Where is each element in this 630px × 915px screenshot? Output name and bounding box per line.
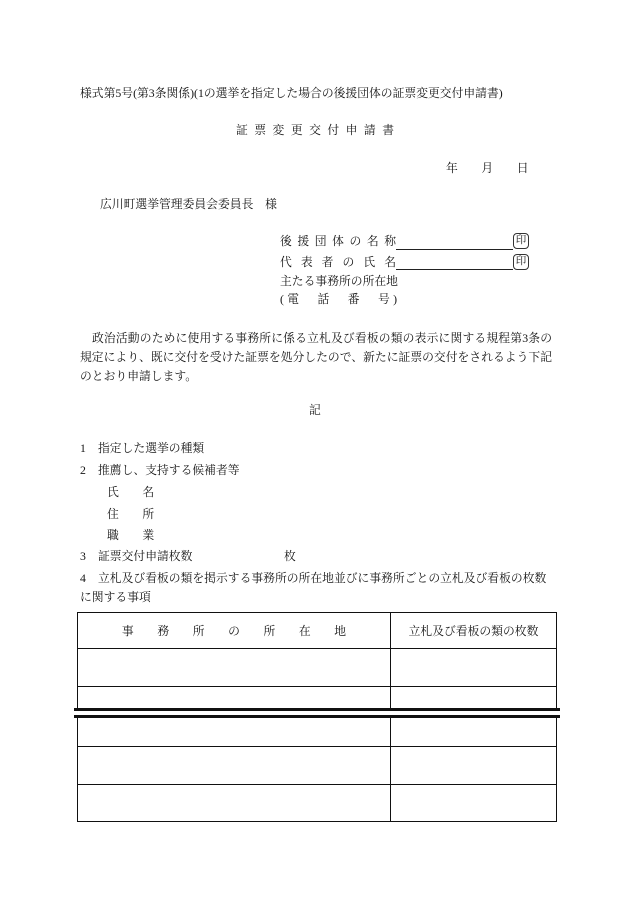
phone-label: (電 話 番 号) — [280, 292, 397, 306]
item-certificate-count: 証票交付申請枚数 — [98, 549, 193, 563]
table-row — [78, 785, 556, 822]
body-line: 規定により、既に交付を受けた証票を処分したので、新たに証票の交付をされるよう下記 — [80, 350, 552, 364]
table-row — [78, 687, 556, 708]
location-cell — [78, 687, 391, 708]
org-name-blank-line — [396, 249, 513, 250]
office-table-upper — [77, 612, 557, 708]
form-number-line: 様式第5号(第3条関係)(1の選挙を指定した場合の後援団体の証票変更交付申請書) — [80, 86, 503, 100]
item-number: 2 — [80, 463, 86, 477]
location-cell — [78, 649, 391, 686]
header-sign-count: 立札及び看板の類の枚数 — [408, 624, 539, 638]
addressee: 広川町選挙管理委員会委員長 様 — [100, 197, 277, 211]
seal-mark-representative: 印 — [513, 254, 529, 270]
office-table-lower — [77, 718, 557, 822]
sub-field-address: 住 所 — [107, 507, 155, 521]
item-candidate: 推薦し、支持する候補者等 — [98, 463, 240, 477]
table-row — [78, 649, 556, 687]
item-office-signs-continued: に関する事項 — [80, 590, 151, 604]
count-cell — [391, 747, 556, 784]
body-line: 政治活動のために使用する事務所に係る立札及び看板の類の表示に関する規程第3条の — [80, 331, 552, 345]
count-cell — [391, 785, 556, 821]
org-name-label: 後 援 団 体 の 名 称 — [280, 234, 396, 248]
table-break-rule — [74, 708, 560, 711]
header-office-location: 事 務 所 の 所 在 地 — [78, 613, 391, 648]
seal-mark-org: 印 — [513, 233, 529, 249]
date-line: 年 月 日 — [446, 161, 529, 175]
representative-blank-line — [396, 269, 513, 270]
representative-label: 代 表 者 の 氏 名 — [280, 255, 396, 269]
count-unit: 枚 — [284, 549, 296, 563]
count-cell — [391, 687, 556, 708]
table-row — [78, 718, 556, 747]
table-row — [78, 747, 556, 785]
location-cell — [78, 785, 391, 821]
item-office-signs: 立札及び看板の類を掲示する事務所の所在地並びに事務所ごとの立札及び看板の枚数 — [98, 571, 547, 585]
table-header-row — [78, 613, 556, 649]
count-cell — [391, 649, 556, 686]
body-line: のとおり申請します。 — [80, 369, 198, 383]
ki-heading: 記 — [309, 403, 321, 417]
form-title: 証 票 変 更 交 付 申 請 書 — [236, 123, 394, 137]
item-number: 1 — [80, 441, 86, 455]
count-cell — [391, 718, 556, 746]
location-cell — [78, 747, 391, 784]
location-cell — [78, 718, 391, 746]
office-address-label: 主たる事務所の所在地 — [280, 274, 398, 288]
sub-field-name: 氏 名 — [107, 485, 155, 499]
item-number: 4 — [80, 571, 86, 585]
item-number: 3 — [80, 549, 86, 563]
item-election-type: 指定した選挙の種類 — [98, 441, 205, 455]
sub-field-occupation: 職 業 — [107, 528, 155, 542]
